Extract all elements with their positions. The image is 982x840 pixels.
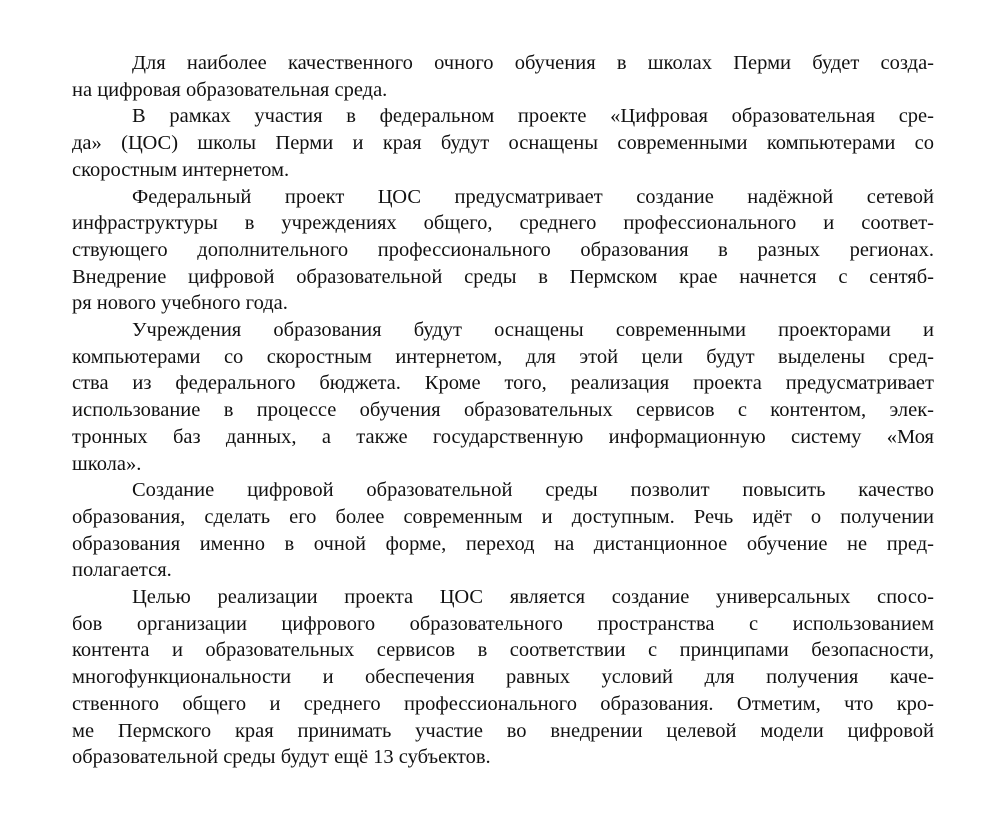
paragraph-5 bbox=[72, 477, 934, 584]
text-line: полагается. bbox=[72, 559, 172, 582]
text-line: Внедрение цифровой образовательной среды в Пермском крае начнется с сентяб- bbox=[72, 265, 934, 288]
text-line: В рамках участия в федеральном проекте «Цифровая образовательная сре- bbox=[132, 105, 934, 128]
text-line: образования именно в очной форме, переход на дистанционное обучение не пред- bbox=[72, 532, 934, 555]
paragraph-4 bbox=[72, 317, 934, 477]
text-line: тронных баз данных, а также государственную информационную систему «Моя bbox=[72, 425, 934, 448]
text-line: ства из федерального бюджета. Кроме того, реализация проекта предусматривает bbox=[72, 372, 934, 395]
text-line: Создание цифровой образовательной среды позволит повысить качество bbox=[132, 479, 934, 502]
text-line: компьютерами со скоростным интернетом, для этой цели будут выделены сред- bbox=[72, 345, 934, 368]
text-line: контента и образовательных сервисов в соответствии с принципами безопасности, bbox=[72, 639, 934, 662]
text-line: образовательной среды будут ещё 13 субъектов. bbox=[72, 746, 491, 769]
text-line: инфраструктуры в учреждениях общего, среднего профессионального и соответ- bbox=[72, 212, 934, 235]
text-line: Для наиболее качественного очного обучения в школах Перми будет созда- bbox=[132, 52, 934, 74]
text-line: скоростным интернетом. bbox=[72, 158, 290, 181]
text-line: ме Пермского края принимать участие во внедрении целевой модели цифровой bbox=[72, 719, 934, 742]
text-line: Федеральный проект ЦОС предусматривает создание надёжной сетевой bbox=[132, 185, 934, 208]
text-line: да» (ЦОС) школы Перми и края будут оснащены современными компьютерами со bbox=[72, 132, 934, 155]
text-line: Целью реализации проекта ЦОС является создание универсальных спосо- bbox=[132, 586, 934, 609]
text-line: ря нового учебного года. bbox=[72, 292, 288, 315]
text-line: многофункциональности и обеспечения равных условий для получения каче- bbox=[72, 666, 934, 689]
text-line: использование в процессе обучения образовательных сервисов с контентом, элек- bbox=[72, 399, 934, 422]
text-line: образования, сделать его более современным и доступным. Речь идёт о получении bbox=[72, 505, 934, 528]
paragraph-2 bbox=[72, 103, 934, 183]
text-line: ственного общего и среднего профессионального образования. Отметим, что кро- bbox=[72, 692, 934, 715]
text-line: на цифровая образовательная среда. bbox=[72, 78, 388, 101]
article-body bbox=[72, 50, 934, 771]
text-line: школа». bbox=[72, 452, 142, 475]
text-line: бов организации цифрового образовательного пространства с использованием bbox=[72, 612, 934, 635]
text-line: ствующего дополнительного профессионального образования в разных регионах. bbox=[72, 238, 934, 261]
paragraph-3 bbox=[72, 184, 934, 318]
paragraph-1 bbox=[72, 50, 934, 103]
paragraph-6 bbox=[72, 584, 934, 771]
text-line: Учреждения образования будут оснащены современными проекторами и bbox=[132, 319, 934, 342]
